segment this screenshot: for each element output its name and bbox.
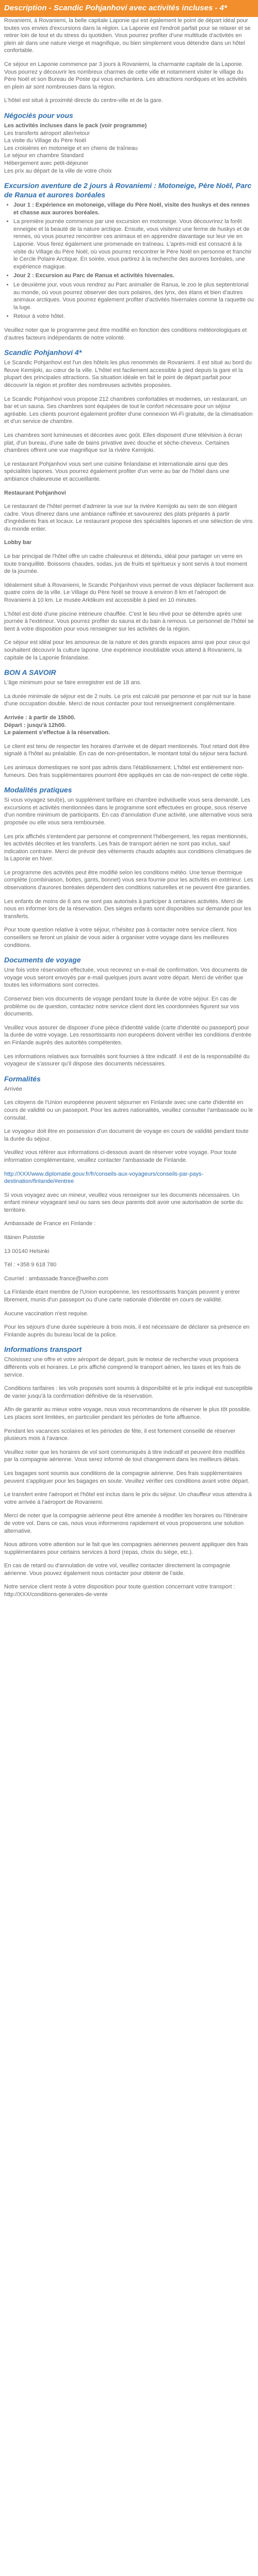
modalites-paragraph: Le programme des activités peut être modifié selon les conditions météo. Une tenue thermique complète (combinaison, bottes, gants, bonnet) vous sera fournie pour les activités en extérieur. Les observations d'aurores boréales dépendent des conditions naturelles et ne peuvent être garanties. xyxy=(4,869,253,891)
section-title-excursion: Excursion aventure de 2 jours à Rovaniemi : Motoneige, Père Noël, Parc de Ranua et aurores boréales xyxy=(4,181,252,199)
negocies-line: Les activités incluses dans le pack (voir programme) xyxy=(4,122,147,129)
documents-paragraph: Les informations relatives aux formalités sont fournies à titre indicatif. Il est de la responsabilité du voyageur de s'assurer qu'il dispose des documents nécessaires. xyxy=(4,1053,250,1067)
situation-paragraph: L'hôtel est doté d'une piscine intérieure chauffée. C'est le lieu rêvé pour se détendre après une journée à l'extérieur. Vous pourrez profiter du sauna et du bain à remous. Le personnel de l'hôtel se tient à votre disposition pour vous renseigner sur les activités de la région. xyxy=(4,611,254,632)
diplomatie-link[interactable]: http://XXX/www.diplomatie.gouv.fr/fr/conseils-aux-voyageurs/conseils-par-pays-destination/finlande/#entree xyxy=(4,1171,204,1185)
negocies-line: Le séjour en chambre Standard xyxy=(4,152,84,159)
intro-paragraph: L'hôtel est situé à proximité directe du centre-ville et de la gare. xyxy=(4,97,163,104)
intro-paragraph: Ce séjour en Laponie commence par 3 jours à Rovaniemi, la charmante capitale de la Laponie. Vous pourrez y découvrir les nombreux charmes de cette ville et notamment visiter le village du Père Noël et son Bureau de Poste qui vous enchantera. Les attractions nordiques et les activités en plein air sont nombreuses dans la région. xyxy=(4,61,247,90)
excursion-day-title: • Jour 1 : Expérience en motoneige, village du Père Noël, visite des huskys et des rennes et chasse aux aurores boréales. xyxy=(13,201,254,216)
embassy-phone: Tél : +358 9 618 780 xyxy=(4,1262,57,1268)
modalites-paragraph: Pour toute question relative à votre séjour, n'hésitez pas à contacter notre service client. Nos conseillers se feront un plaisir de vous aider à organiser votre voyage dans les meilleures conditions. xyxy=(4,927,237,948)
embassy-address-street: Itäinen Puistotie xyxy=(4,1234,45,1241)
section-title-hotel: Scandic Pohjanhovi 4* xyxy=(4,348,82,357)
formalites-paragraph: Les citoyens de l'Union européenne peuvent séjourner en Finlande avec une carte d'identité en cours de validité ou un passeport. Pour les autres nationalités, veuillez consulter l'ambassade ou le consulat. xyxy=(4,1099,253,1121)
bonasavoir-line: Arrivée : à partir de 15h00. xyxy=(4,714,76,721)
formalites-paragraph: Veuillez vous référer aux informations ci-dessous avant de réserver votre voyage. Pour toute information complémentaire, veuillez contacter l'ambassade de Finlande. xyxy=(4,1149,237,1163)
formalites-paragraph: Le voyageur doit être en possession d'un document de voyage en cours de validité pendant toute la durée du séjour. xyxy=(4,1128,249,1142)
excursion-day-title: • Jour 2 : Excursion au Parc de Ranua et activités hivernales. xyxy=(13,272,254,280)
documents-paragraph: Veuillez vous assurer de disposer d'une pièce d'identité valide (carte d'identité ou passeport) pour la durée de votre voyage. Les ressortissants non européens doivent vérifier les conditions d'entrée en Finlande auprès des autorités compétentes. xyxy=(4,1024,252,1046)
formalites-paragraph: Ambassade de France en Finlande : xyxy=(4,1221,96,1227)
informations-paragraph: Les bagages sont soumis aux conditions de la compagnie aérienne. Des frais supplémentaires peuvent s'appliquer pour les bagages en soute. Veuillez vérifier ces conditions avant votre départ. xyxy=(4,1470,250,1484)
informations-paragraph: Notre service client reste à votre disposition pour toute question concernant votre transport : http://XXX/conditions-generales-de-vente xyxy=(4,1584,235,1598)
formalites-link[interactable] xyxy=(4,1171,254,1185)
bonasavoir-lines xyxy=(4,714,254,737)
informations-paragraph: Le transfert entre l'aéroport et l'hôtel est inclus dans le prix du séjour. Un chauffeur vous attendra à votre arrivée à l'aéroport de Rovaniemi. xyxy=(4,1492,252,1505)
main-content xyxy=(0,17,258,1599)
documents-paragraph: Conservez bien vos documents de voyage pendant toute la durée de votre séjour. En cas de problème ou de question, contactez notre service client dont les coordonnées figurent sur vos documents. xyxy=(4,996,239,1018)
negocies-line: La visite du Village du Père Noël xyxy=(4,138,86,144)
embassy-address-city: 13 00140 Helsinki xyxy=(4,1248,50,1255)
bonasavoir-subtitle: L'âge minimum pour se faire enregistrer est de 18 ans. xyxy=(4,680,142,686)
excursion-day-text: • Retour à votre hôtel. xyxy=(13,313,254,320)
informations-paragraph: Merci de noter que la compagnie aérienne peut être amenée à modifier les horaires ou l'itinéraire de votre vol. Dans ce cas, nous vous informerons rapidement et vous proposerons une solution alternative. xyxy=(4,1513,248,1534)
informations-paragraph: Conditions tarifaires : les vols proposés sont soumis à disponibilité et le prix indiqué est susceptible de varier jusqu'à la confirmation définitive de la réservation. xyxy=(4,1385,253,1399)
page-title: Description - Scandic Pohjanhovi avec activités incluses - 4* xyxy=(4,4,227,12)
modalites-paragraph: Les prix affichés s'entendent par personne et comprennent l'hébergement, les repas mentionnés, les activités décrites et les transferts. Les frais de transport aérien ne sont pas inclus, sauf indication contraire. Merci de prévoir des vêtements chauds adaptés aux conditions climatiques de la Laponie en hiver. xyxy=(4,833,252,862)
bonasavoir-extra: Les animaux domestiques ne sont pas admis dans l'établissement. L'hôtel est entièrement non-fumeurs. Des frais supplémentaires pourront être appliqués en cas de non-respect de cette règle. xyxy=(4,764,249,778)
negocies-list xyxy=(4,122,254,175)
section-title-modalites: Modalités pratiques xyxy=(4,786,72,794)
bonasavoir-line: Départ : jusqu'à 12h00. xyxy=(4,722,66,728)
modalites-paragraph: Si vous voyagez seul(e), un supplément tarifaire en chambre individuelle vous sera demandé. Les excursions et activités mentionnées dans le programme sont effectuées en groupe, sous réserve d'un nombre minimum de participants. En cas d'annulation d'une activité, une alternative vous sera proposée ou elle vous sera remboursée. xyxy=(4,797,252,826)
situation-paragraph: Ce séjour est idéal pour les amoureux de la nature et des grands espaces ainsi que pour ceux qui souhaitent découvrir la culture lapone. Une expérience inoubliable vous attend à Rovaniemi, la capitale de la Laponie finlandaise. xyxy=(4,639,250,661)
section-title-informations: Informations transport xyxy=(4,1345,82,1354)
section-title-negocies: Négociés pour vous xyxy=(4,111,73,120)
informations-paragraph: En cas de retard ou d'annulation de votre vol, veuillez contacter directement la compagnie aérienne. Vous pouvez également nous contacter pour obtenir de l'aide. xyxy=(4,1563,231,1577)
negocies-line: Les transferts aéroport aller/retour xyxy=(4,130,90,137)
informations-paragraph: Pendant les vacances scolaires et les périodes de fête, il est fortement conseillé de réserver plusieurs mois à l'avance. xyxy=(4,1428,236,1442)
bonasavoir-text: La durée minimale de séjour est de 2 nuits. Le prix est calculé par personne et par nuit sur la base d'une occupation double. Merci de nous contacter pour tout renseignement complémentaire. xyxy=(4,693,251,707)
hotel-paragraph: Le Scandic Pohjanhovi vous propose 212 chambres confortables et modernes, un restaurant, un bar et un sauna. Ses chambres sont équipées de tout le confort nécessaire pour un séjour agréable. Les clients pourront également profiter d'une connexion Wi-Fi gratuite, de la climatisation et d'un service de chambre. xyxy=(4,396,253,425)
negocies-line: Les prix au départ de la ville de votre choix xyxy=(4,167,112,174)
lobby-text: Le bar principal de l'hôtel offre un cadre chaleureux et détendu, idéal pour partager un verre en toute tranquillité. Boissons chaudes, sodas, jus de fruits et spiritueux y sont servis à tout moment de la journée. xyxy=(4,553,247,575)
informations-paragraph: Veuillez noter que les horaires de vol sont communiqués à titre indicatif et peuvent être modifiés par la compagnie aérienne. Vous serez informé de tout changement dans les meilleurs délais. xyxy=(4,1449,245,1463)
formalites-after: Aucune vaccination n'est requise. xyxy=(4,1310,89,1317)
excursion-note: Veuillez noter que le programme peut être modifié en fonction des conditions météorologiques et d'autres facteurs indépendants de notre volonté. xyxy=(4,327,247,341)
page-title-bar xyxy=(0,0,258,17)
intro-section xyxy=(4,17,254,105)
restaurant-title: Restaurant Pohjanhovi xyxy=(4,489,66,496)
formalites-after: La Finlande étant membre de l'Union européenne, les ressortissants français peuvent y entrer librement, munis d'un passeport ou d'une carte nationale d'identité en cours de validité. xyxy=(4,1289,240,1303)
restaurant-text: Le restaurant de l'hôtel permet d'admirer la vue sur la rivière Kemijoki au sein de son élégant cadre. Vous dînerez dans une ambiance raffinée et savourerez des plats préparés à partir d'ingrédients frais et locaux. Le restaurant propose des spécialités lapones et une sélection de vins du monde entier. xyxy=(4,503,253,532)
bonasavoir-extra: Le client est tenu de respecter les horaires d'arrivée et de départ mentionnés. Tout retard doit être signalé à l'hôtel au préalable. En cas de non-présentation, le montant total du séjour sera facturé. xyxy=(4,743,250,757)
informations-paragraph: Choisissez une offre et votre aéroport de départ, puis le moteur de recherche vous proposera différents vols et horaires. Le prix affiché comprend le transport aérien, les taxes et les frais de service. xyxy=(4,1357,241,1378)
formalites-intro: Arrivée xyxy=(4,1086,22,1092)
lobby-title: Lobby bar xyxy=(4,539,32,546)
formalites-after: Pour les séjours d'une durée supérieure à trois mois, il est nécessaire de déclarer sa présence en Finlande auprès du bureau local de la police. xyxy=(4,1324,250,1338)
intro-paragraph: Rovaniemi, à Rovaniemi, la belle capitale Laponie qui est également le point de départ idéal pour toutes vos envies d'excursions dans la région. La Laponie est l'endroit parfait pour se relaxer et se retirer loin de tout et du stress du quotidien. Vous pourrez profiter d'une multitude d'activités en plein air dans une nature vierge et magnifique, ou bien simplement vous détendre dans un hôtel confortable. xyxy=(4,18,251,54)
negocies-line: Les croisières en motoneige et en chiens de traîneau xyxy=(4,145,138,151)
modalites-paragraph: Les enfants de moins de 6 ans ne sont pas autorisés à participer à certaines activités. Merci de nous en informer lors de la réservation. Des sièges enfants sont disponibles sur demande pour les transferts. xyxy=(4,898,251,920)
negocies-line: Hébergement avec petit-déjeuner xyxy=(4,160,89,166)
excursion-list xyxy=(4,201,254,320)
hotel-paragraph: Les chambres sont lumineuses et décorées avec goût. Elles disposent d'une télévision à écran plat, d'un bureau, d'une salle de bains privative avec douche et sèche-cheveux. Certaines chambres offrent une vue magnifique sur la rivière Kemijoki. xyxy=(4,432,243,454)
situation-paragraph: Idéalement situé à Rovaniemi, le Scandic Pohjanhovi vous permet de vous déplacer facilement aux quatre coins de la ville. Le Village du Père Noël se trouve à environ 8 km et l'aéroport de Rovaniemi à 10 km. Le musée Arktikum est accessible à pied en 10 minutes. xyxy=(4,582,254,604)
hotel-paragraph: Le Scandic Pohjanhovi est l'un des hôtels les plus renommés de Rovaniemi. Il est situé au bord du fleuve Kemijoki, au cœur de la ville. L'hôtel est facilement accessible à pied depuis la gare et la plupart des principales attractions. Sa situation idéale en fait le point de départ parfait pour découvrir la région et profiter des nombreuses activités proposées. xyxy=(4,360,252,388)
section-title-bonasavoir: BON A SAVOIR xyxy=(4,668,56,677)
embassy-email: Courriel : ambassade.france@welho.com xyxy=(4,1275,108,1282)
section-title-documents: Documents de voyage xyxy=(4,956,81,964)
hotel-paragraph: Le restaurant Pohjanhovi vous sert une cuisine finlandaise et internationale ainsi que des spécialités lapones. Vous pourrez également profiter d'un verre au bar de l'hôtel dans une ambiance chaleureuse et accueillante. xyxy=(4,461,230,482)
documents-paragraph: Une fois votre réservation effectuée, vous recevrez un e-mail de confirmation. Vos documents de voyage vous seront envoyés par e-mail quelques jours avant votre départ. Merci de vérifier que toutes les informations sont correctes. xyxy=(4,967,248,989)
formalites-paragraph: Si vous voyagez avec un mineur, veuillez vous renseigner sur les documents nécessaires. Un enfant mineur voyageant seul ou sans ses deux parents doit avoir une autorisation de sortie du territoire. xyxy=(4,1192,243,1213)
informations-paragraph: Nous attirons votre attention sur le fait que les compagnies aériennes peuvent appliquer des frais supplémentaires pour certains services à bord (repas, choix du siège, etc.). xyxy=(4,1541,248,1555)
informations-paragraph: Afin de garantir au mieux votre voyage, nous vous recommandons de réserver le plus tôt possible. Les places sont limitées, en particulier pendant les périodes de forte affluence. xyxy=(4,1406,251,1420)
excursion-day-text: • Le deuxième jour, vous vous rendrez au Parc animalier de Ranua, le zoo le plus septentrional au monde, où vous pourrez observer des ours polaires, des lynx, des élans et bien d'autres animaux arctiques. Vous pourrez également profiter d'activités hivernales comme la raquette ou la luge. xyxy=(13,281,254,311)
bonasavoir-line: Le paiement s'effectue à la réservation. xyxy=(4,730,110,736)
section-title-formalites: Formalités xyxy=(4,1074,41,1083)
excursion-day-text: • La première journée commence par une excursion en motoneige. Vous découvrirez la forêt enneigée et la beauté de la nature arctique. Ensuite, vous visiterez une ferme de huskys et de rennes, où vous pourrez rencontrer ces animaux et en apprendre davantage sur leur vie en Laponie. Vous ferez également une promenade en traîneau. L'après-midi est consacré à la visite du Village du Père Noël, où vous pourrez rencontrer le Père Noël en personne et franchir le Cercle Polaire Arctique. En soirée, vous partirez à la recherche des aurores boréales, une expérience magique. xyxy=(13,218,254,270)
